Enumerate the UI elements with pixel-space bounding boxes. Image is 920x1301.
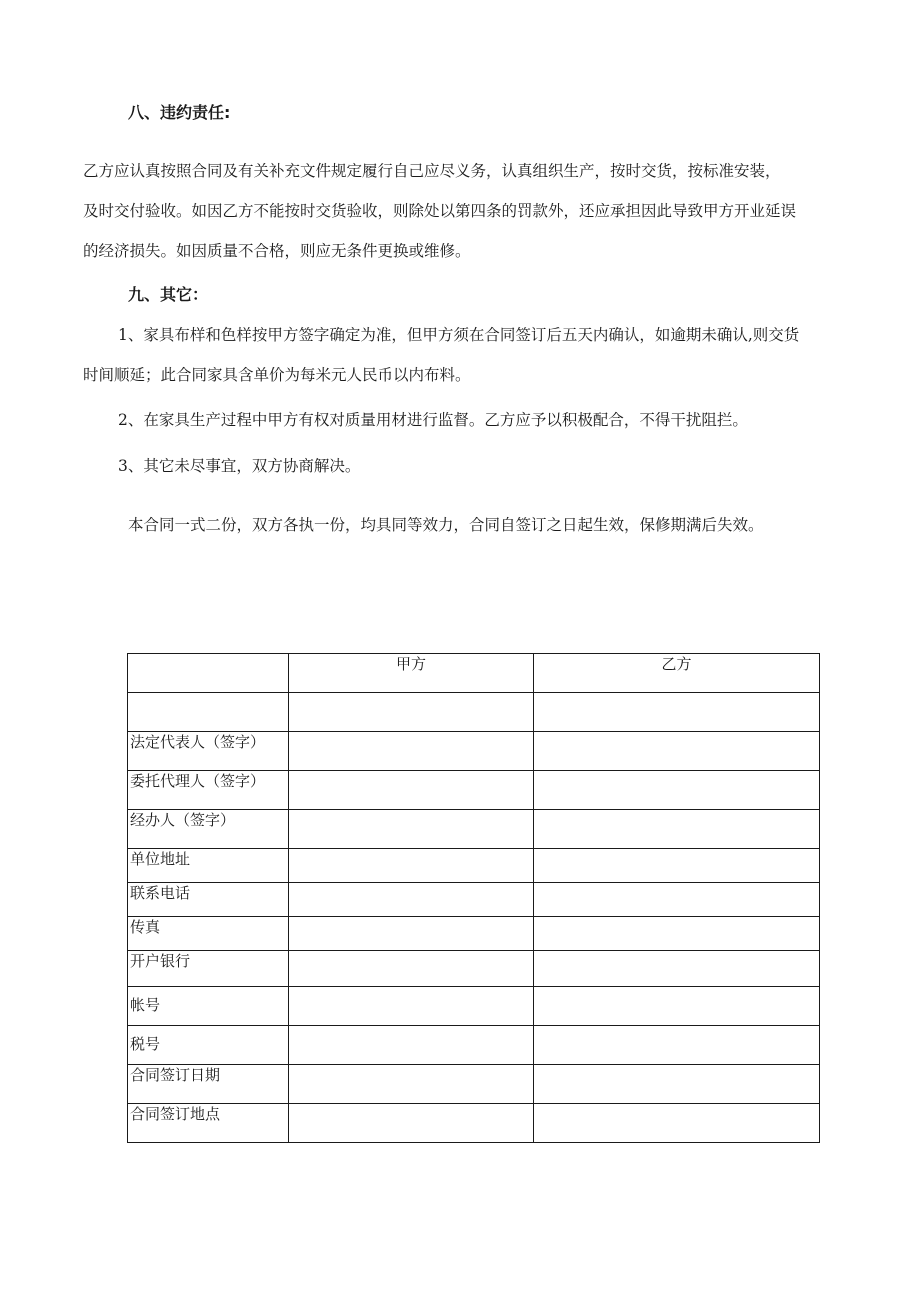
row-label-sign-date: 合同签订日期	[128, 1065, 289, 1104]
party-b-cell	[534, 1026, 820, 1065]
party-b-cell	[534, 693, 820, 732]
party-a-cell	[289, 1026, 534, 1065]
section9-item2: 2、在家具生产过程中甲方有权对质量用材进行监督。乙方应予以积极配合，不得干扰阻拦。	[118, 411, 748, 429]
party-b-cell	[534, 1065, 820, 1104]
party-a-header: 甲方	[289, 654, 534, 693]
section9-item1-line-2: 时间顺延；此合同家具含单价为每米元人民币以内布料。	[83, 366, 471, 384]
party-a-cell	[289, 917, 534, 951]
row-label-account: 帐号	[128, 987, 289, 1026]
section8-line-1: 乙方应认真按照合同及有关补充文件规定履行自己应尽义务，认真组织生产，按时交货，按标准安装，	[83, 162, 781, 180]
row-label-sign-place: 合同签订地点	[128, 1104, 289, 1143]
party-b-cell	[534, 987, 820, 1026]
row-label-address: 单位地址	[128, 849, 289, 883]
party-b-cell	[534, 1104, 820, 1143]
section9-item1-line-1: 1、家具布样和色样按甲方签字确定为准，但甲方须在合同签订后五天内确认，如逾期未确认,则交货	[118, 326, 800, 344]
party-a-cell	[289, 849, 534, 883]
party-a-cell	[289, 987, 534, 1026]
row-label	[128, 693, 289, 732]
section8-line-2: 及时交付验收。如因乙方不能按时交货验收，则除处以第四条的罚款外，还应承担因此导致甲方开业延误	[83, 202, 797, 220]
section8-title: 八、违约责任:	[128, 103, 231, 122]
party-b-header: 乙方	[534, 654, 820, 693]
party-a-cell	[289, 693, 534, 732]
party-a-cell	[289, 771, 534, 810]
party-b-cell	[534, 951, 820, 987]
party-a-cell	[289, 1104, 534, 1143]
section9-title: 九、其它：	[128, 285, 209, 304]
section9-item3: 3、其它未尽事宜，双方协商解决。	[118, 457, 361, 475]
signature-table	[127, 653, 820, 1143]
row-label-bank: 开户银行	[128, 951, 289, 987]
row-label-legal-rep: 法定代表人（签字）	[128, 732, 289, 771]
row-label-tax-id: 税号	[128, 1026, 289, 1065]
row-label-agent: 委托代理人（签字）	[128, 771, 289, 810]
party-b-cell	[534, 771, 820, 810]
party-a-cell	[289, 883, 534, 917]
party-b-cell	[534, 732, 820, 771]
row-label-handler: 经办人（签字）	[128, 810, 289, 849]
row-label-fax: 传真	[128, 917, 289, 951]
party-a-cell	[289, 732, 534, 771]
party-a-cell	[289, 810, 534, 849]
party-b-cell	[534, 883, 820, 917]
party-a-cell	[289, 1065, 534, 1104]
closing-statement: 本合同一式二份，双方各执一份，均具同等效力，合同自签订之日起生效，保修期满后失效。	[128, 516, 764, 534]
party-b-cell	[534, 917, 820, 951]
party-b-cell	[534, 810, 820, 849]
section8-line-3: 的经济损失。如因质量不合格，则应无条件更换或维修。	[83, 242, 471, 260]
header-blank-cell	[128, 654, 289, 693]
party-a-cell	[289, 951, 534, 987]
party-b-cell	[534, 849, 820, 883]
row-label-phone: 联系电话	[128, 883, 289, 917]
